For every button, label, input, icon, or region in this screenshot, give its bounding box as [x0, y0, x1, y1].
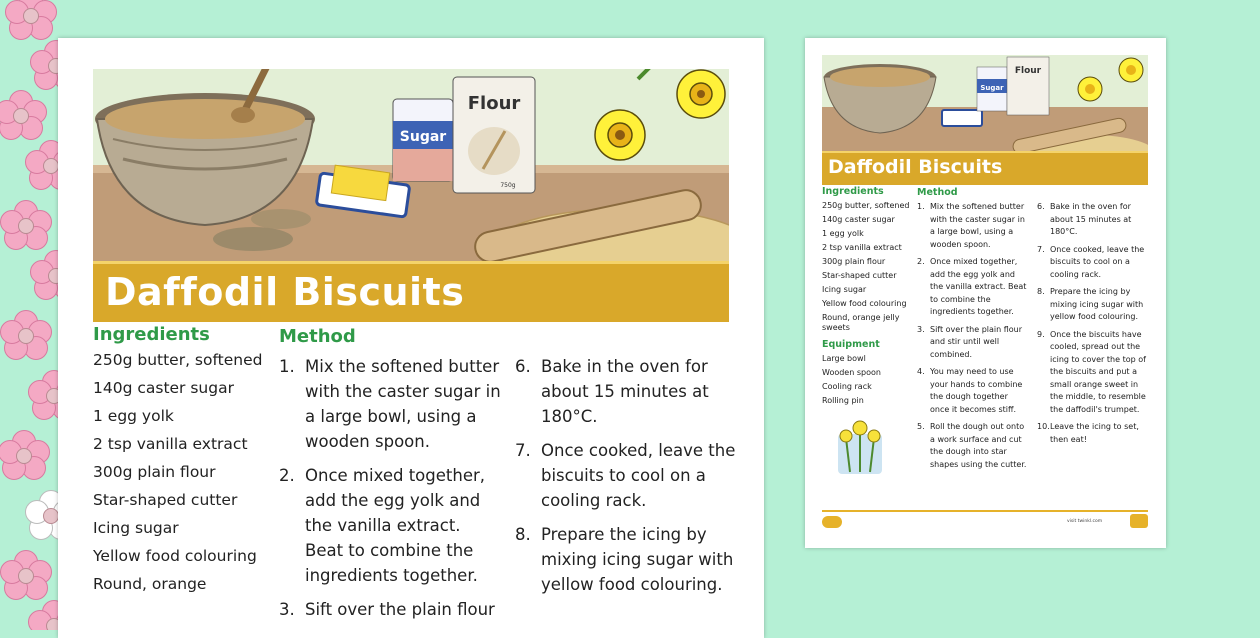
method-step [279, 597, 501, 622]
ingredient-item: 300g plain flour [93, 463, 216, 481]
method-step [515, 438, 737, 513]
flour-label: Flour [467, 93, 521, 114]
ingredient-item-small: 140g caster sugar [822, 215, 895, 224]
flower-icon [0, 90, 45, 140]
sugar-label: Sugar [399, 129, 447, 145]
step-number: 4. [917, 367, 925, 376]
method-step-small [917, 421, 1029, 471]
step-text: Bake in the oven for about 15 minutes at 180°C. [1050, 202, 1132, 236]
equipment-heading-small: Equipment [822, 339, 880, 350]
method-step-small [917, 201, 1029, 251]
badge-logo [1130, 514, 1148, 528]
step-text: Once mixed together, add the egg yolk and the vanilla extract. Beat to combine the ingredients together. [305, 466, 485, 585]
footer-url: visit twinkl.com [1067, 519, 1103, 524]
footer-divider [822, 510, 1148, 512]
step-text: Prepare the icing by mixing icing sugar with yellow food colouring. [1050, 287, 1144, 321]
sugar-bag-icon [393, 99, 453, 181]
recipe-page-thumbnail [805, 38, 1166, 548]
page-title-small: Daffodil Biscuits [828, 156, 1003, 178]
method-column-2-small [1037, 201, 1149, 451]
ingredient-item: Round, orange [93, 575, 207, 593]
method-heading: Method [279, 326, 356, 347]
step-text: Roll the dough out onto a work surface and cut the dough into star shapes using the cutter. [930, 422, 1027, 469]
method-step-small [917, 324, 1029, 362]
method-section-small [917, 187, 1152, 469]
ingredients-heading-small: Ingredients [822, 186, 884, 197]
ingredient-item-small: 300g plain flour [822, 257, 886, 266]
ingredient-item: 1 egg yolk [93, 407, 174, 425]
step-text: Bake in the oven for about 15 minutes at 180°C. [541, 357, 709, 426]
ingredient-item-small: Icing sugar [822, 285, 867, 294]
method-step-small [1037, 421, 1149, 446]
flower-icon [0, 550, 50, 600]
ingredient-item: 250g butter, softened [93, 351, 263, 369]
ingredient-item-small: 250g butter, softened [822, 201, 910, 210]
step-number: 8. [515, 525, 531, 544]
step-number: 6. [515, 357, 531, 376]
ingredient-item-small: Star-shaped cutter [822, 271, 897, 280]
step-number: 6. [1037, 202, 1045, 211]
method-column-1-small [917, 201, 1029, 476]
ingredient-item-small: Yellow food colouring [822, 299, 907, 308]
method-step-small [917, 256, 1029, 319]
method-column-2 [515, 354, 737, 606]
equipment-item-small: Rolling pin [822, 396, 864, 405]
step-number: 8. [1037, 287, 1045, 296]
method-heading-small: Method [917, 187, 958, 198]
step-number: 10. [1037, 422, 1050, 431]
step-number: 5. [917, 422, 925, 431]
ingredient-item: Star-shaped cutter [93, 491, 238, 509]
sugar-label-small: Sugar [980, 84, 1004, 92]
step-text: Prepare the icing by mixing icing sugar with yellow food colouring. [541, 525, 734, 594]
recipe-page-large [58, 38, 764, 638]
flour-label-small: Flour [1014, 66, 1042, 76]
method-step-small [1037, 244, 1149, 282]
step-text: Once cooked, leave the biscuits to cool on a cooling rack. [1050, 244, 1145, 279]
ingredient-item: 2 tsp vanilla extract [93, 435, 248, 453]
ingredients-heading: Ingredients [93, 324, 210, 345]
equipment-item-small: Wooden spoon [822, 368, 881, 377]
ingredient-item-small: Round, orange jelly sweets [822, 313, 900, 332]
method-step [279, 463, 501, 588]
step-number: 2. [279, 466, 295, 485]
step-text: Once the biscuits have cooled, spread out the icing to cover the top of the biscuits and put a small orange sweet in the middle, to resemble the daffodil's trumpet. [1050, 329, 1146, 414]
step-number: 3. [917, 324, 925, 334]
daffodil-pot-icon [830, 414, 890, 474]
ingredient-item: 140g caster sugar [93, 379, 234, 397]
method-section [279, 326, 739, 619]
ingredient-item: Yellow food colouring [93, 547, 257, 565]
step-number: 7. [1037, 244, 1045, 254]
method-step [515, 354, 737, 429]
page-title: Daffodil Biscuits [105, 270, 465, 314]
step-number: 1. [917, 202, 925, 211]
method-step [515, 522, 737, 597]
ingredients-section-small [822, 186, 912, 476]
step-number: 3. [279, 600, 295, 619]
step-number: 2. [917, 257, 925, 266]
step-text: Sift over the plain flour [305, 600, 495, 619]
method-step [279, 354, 501, 454]
method-step-small [1037, 286, 1149, 324]
method-step-small [1037, 329, 1149, 417]
step-number: 7. [515, 441, 531, 460]
ingredient-item-small: 2 tsp vanilla extract [822, 243, 902, 252]
method-step-small [917, 366, 1029, 416]
ingredient-item-small: 1 egg yolk [822, 229, 864, 238]
step-text: Once cooked, leave the biscuits to cool on a cooling rack. [541, 441, 736, 510]
flour-weight-label: 750g [500, 182, 516, 189]
title-band [93, 261, 729, 322]
step-text: Sift over the plain flour and stir until well combined. [930, 324, 1023, 359]
equipment-item-small: Cooling rack [822, 382, 872, 391]
step-text: You may need to use your hands to combine the dough together once it becomes stiff. [930, 367, 1023, 414]
ingredient-item: Icing sugar [93, 519, 179, 537]
step-text: Once mixed together, add the egg yolk and the vanilla extract. Beat to combine the ingredients together. [930, 257, 1027, 316]
ingredients-section [93, 324, 268, 603]
title-band-small [822, 151, 1148, 185]
step-text: Mix the softened butter with the caster sugar in a large bowl, using a wooden spoon. [930, 202, 1025, 249]
flower-icon [5, 0, 55, 40]
twinkl-logo [822, 516, 842, 528]
flower-icon [0, 430, 48, 480]
flower-icon [0, 310, 50, 360]
flower-icon [0, 200, 50, 250]
equipment-item-small: Large bowl [822, 354, 866, 363]
step-number: 9. [1037, 329, 1045, 339]
step-text: Mix the softened butter with the caster sugar in a large bowl, using a wooden spoon. [305, 357, 501, 451]
method-step-small [1037, 201, 1149, 239]
method-column-1 [279, 354, 501, 631]
flour-bag-icon [453, 77, 535, 193]
step-text: Leave the icing to set, then eat! [1050, 422, 1139, 444]
step-number: 1. [279, 357, 295, 376]
